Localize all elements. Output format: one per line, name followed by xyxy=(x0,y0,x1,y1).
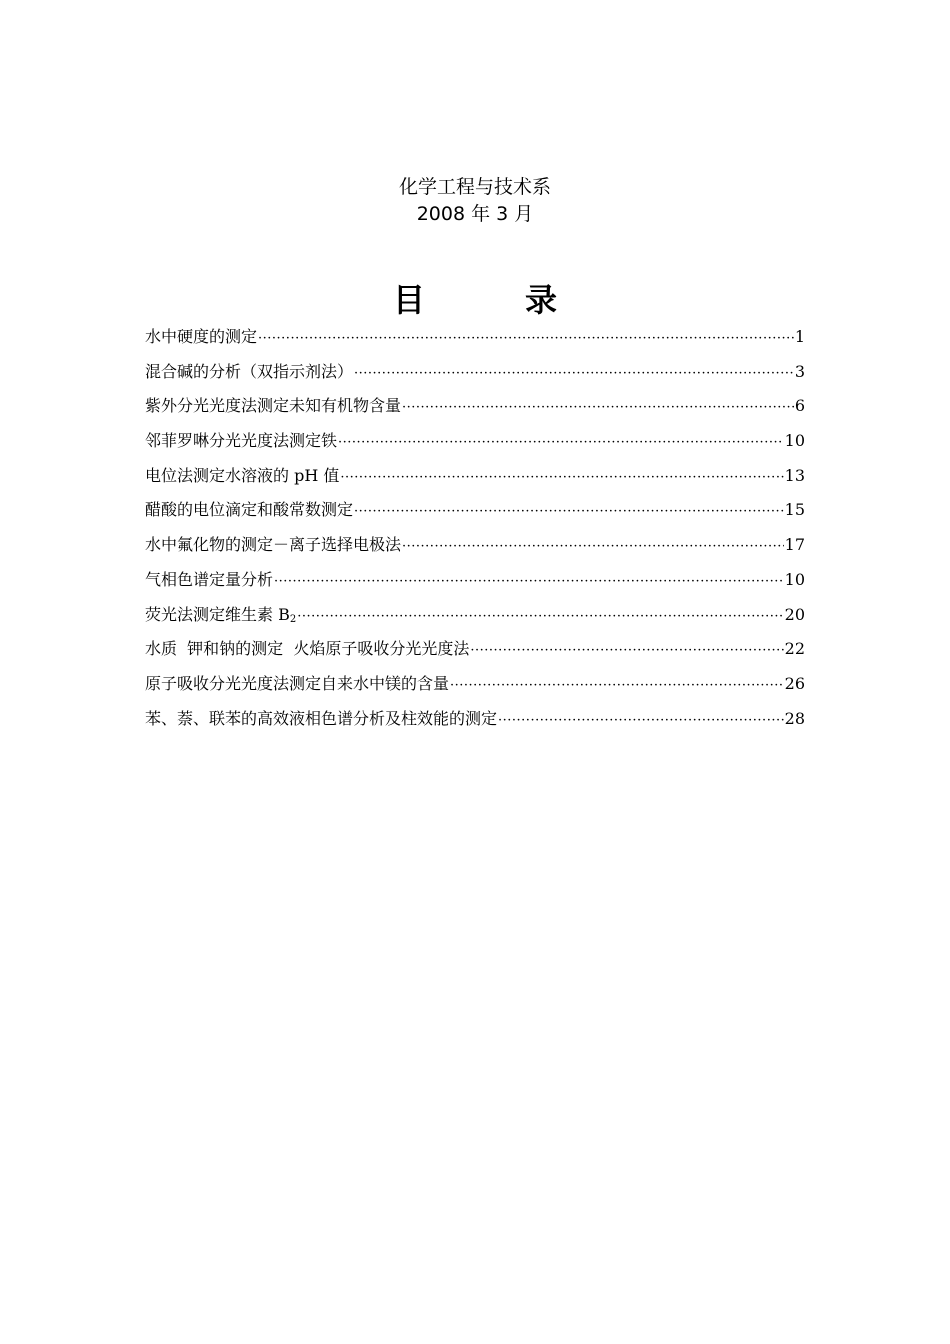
toc-entry-label: 混合碱的分析（双指示剂法） xyxy=(145,361,354,381)
toc-leader-dots xyxy=(340,463,783,493)
toc-title-part-1: 目 xyxy=(392,281,525,319)
toc-title-part-2: 录 xyxy=(525,281,658,319)
toc-entry[interactable] xyxy=(145,704,805,739)
toc-title xyxy=(0,278,950,322)
toc-leader-dots xyxy=(297,602,783,632)
toc-entry-page: 10 xyxy=(784,569,805,589)
toc-entry[interactable] xyxy=(145,565,805,600)
toc-entry[interactable] xyxy=(145,391,805,426)
toc-entry-label: 苯、萘、联苯的高效液相色谱分析及柱效能的测定 xyxy=(145,708,498,728)
toc-leader-dots xyxy=(258,324,794,354)
toc-entry[interactable] xyxy=(145,495,805,530)
toc-entry-label-wrap xyxy=(145,600,296,635)
toc-entry-page: 22 xyxy=(784,639,805,659)
toc-entry-page: 6 xyxy=(794,396,805,416)
toc-leader-dots xyxy=(338,428,784,458)
toc-entry-label: 邻菲罗啉分光光度法测定铁 xyxy=(145,431,338,451)
toc-entry[interactable] xyxy=(145,634,805,669)
toc-leader-dots xyxy=(402,393,794,423)
table-of-contents xyxy=(145,322,805,738)
toc-entry-page: 15 xyxy=(784,500,805,520)
toc-entry-label: 荧光法测定维生素 B xyxy=(145,604,290,624)
subscript: 2 xyxy=(289,613,297,625)
toc-entry-label: 电位法测定水溶液的 pH 值 xyxy=(145,465,340,485)
toc-entry-label: 原子吸收分光光度法测定自来水中镁的含量 xyxy=(145,673,450,693)
toc-entry-label: 醋酸的电位滴定和酸常数测定 xyxy=(145,500,354,520)
toc-leader-dots xyxy=(354,359,794,389)
toc-entry[interactable] xyxy=(145,669,805,704)
toc-entry-label: 水中硬度的测定 xyxy=(145,327,258,346)
toc-entry[interactable] xyxy=(145,461,805,496)
toc-entry-label: 水质 钾和钠的测定 火焰原子吸收分光光度法 xyxy=(145,639,470,659)
toc-entry-page: 3 xyxy=(794,361,805,381)
toc-entry-page: 26 xyxy=(784,673,805,693)
toc-entry[interactable] xyxy=(145,322,805,357)
toc-entry[interactable] xyxy=(145,357,805,392)
publication-date: 2008 年 3 月 xyxy=(416,203,534,225)
department-name: 化学工程与技术系 xyxy=(398,176,551,198)
toc-entry-page: 10 xyxy=(784,431,805,451)
toc-leader-dots xyxy=(450,671,784,701)
toc-entry-label: 水中氟化物的测定－离子选择电极法 xyxy=(145,535,402,555)
toc-entry-label: 气相色谱定量分析 xyxy=(145,569,274,589)
document-header xyxy=(0,174,950,228)
toc-entry-page: 28 xyxy=(784,708,805,728)
toc-leader-dots xyxy=(402,532,784,562)
toc-entry[interactable] xyxy=(145,530,805,565)
toc-entry-page: 1 xyxy=(794,327,805,346)
toc-entry-label: 紫外分光光度法测定未知有机物含量 xyxy=(145,396,402,416)
toc-entry-page: 13 xyxy=(784,465,805,485)
toc-entry[interactable] xyxy=(145,426,805,461)
toc-leader-dots xyxy=(274,567,784,597)
toc-leader-dots xyxy=(470,636,783,666)
toc-leader-dots xyxy=(498,706,784,736)
toc-entry[interactable] xyxy=(145,600,805,635)
toc-entry-page: 20 xyxy=(784,604,805,624)
toc-leader-dots xyxy=(354,497,784,527)
toc-entry-page: 17 xyxy=(784,535,805,555)
